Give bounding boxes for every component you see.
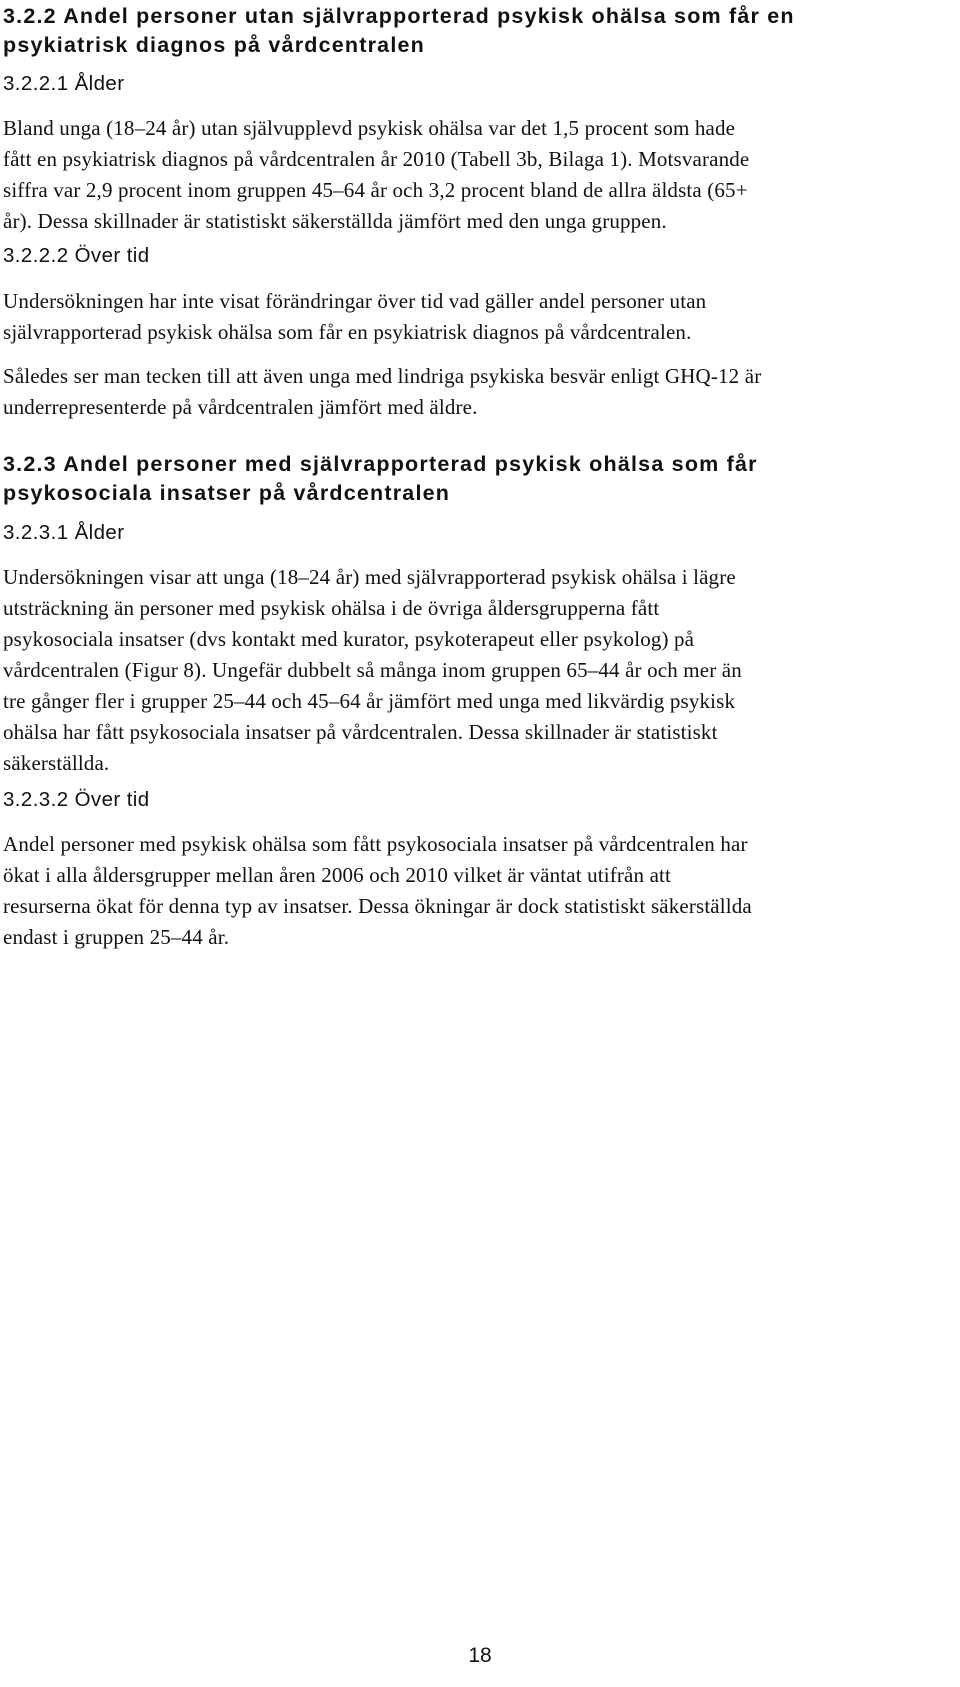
paragraph-line: underrepresenterde på vårdcentralen jämfört med äldre. xyxy=(3,395,478,419)
section-heading-3-2-2 xyxy=(3,2,943,60)
paragraph-line: vårdcentralen (Figur 8). Ungefär dubbelt så många inom gruppen 65–44 år och mer än xyxy=(3,658,742,682)
paragraph-line: siffra var 2,9 procent inom gruppen 45–64 år och 3,2 procent bland de allra äldsta (65+ xyxy=(3,178,748,202)
paragraph-age-psychosocial xyxy=(3,562,742,779)
paragraph-line: självrapporterad psykisk ohälsa som får en psykiatrisk diagnos på vårdcentralen. xyxy=(3,320,692,344)
heading-line: 3.2.2 Andel personer utan självrapporterad psykisk ohälsa som får en xyxy=(3,4,795,28)
paragraph-over-time-diagnosis xyxy=(3,286,706,348)
subsection-title-3-2-3-1: 3.2.3.1 Ålder xyxy=(3,521,125,544)
heading-line: psykiatrisk diagnos på vårdcentralen xyxy=(3,33,425,57)
paragraph-over-time-psychosocial xyxy=(3,829,752,953)
paragraph-line: tre gånger fler i grupper 25–44 och 45–64 år jämfört med unga med likvärdig psykisk xyxy=(3,689,736,713)
paragraph-age-diagnosis xyxy=(3,113,749,237)
paragraph-line: år). Dessa skillnader är statistiskt säkerställda jämfört med den unga gruppen. xyxy=(3,209,667,233)
section-heading-3-2-3 xyxy=(3,450,943,508)
subsection-title-3-2-2-2: 3.2.2.2 Över tid xyxy=(3,244,150,267)
subsection-title-3-2-2-1: 3.2.2.1 Ålder xyxy=(3,72,125,95)
heading-line: psykosociala insatser på vårdcentralen xyxy=(3,481,451,505)
heading-line: 3.2.3 Andel personer med självrapporterad psykisk ohälsa som får xyxy=(3,452,758,476)
page-number: 18 xyxy=(468,1644,492,1667)
paragraph-line: Undersökningen visar att unga (18–24 år) med självrapporterad psykisk ohälsa i lägre xyxy=(3,565,736,589)
paragraph-line: Andel personer med psykisk ohälsa som fått psykosociala insatser på vårdcentralen har xyxy=(3,832,748,856)
paragraph-ghq12 xyxy=(3,361,761,423)
paragraph-line: Undersökningen har inte visat förändringar över tid vad gäller andel personer utan xyxy=(3,289,707,313)
subsection-title-3-2-3-2: 3.2.3.2 Över tid xyxy=(3,788,150,811)
paragraph-line: endast i gruppen 25–44 år. xyxy=(3,925,230,949)
paragraph-line: psykosociala insatser (dvs kontakt med kurator, psykoterapeut eller psykolog) på xyxy=(3,627,695,651)
paragraph-line: säkerställda. xyxy=(3,751,110,775)
paragraph-line: utsträckning än personer med psykisk ohälsa i de övriga åldersgrupperna fått xyxy=(3,596,660,620)
paragraph-line: fått en psykiatrisk diagnos på vårdcentralen år 2010 (Tabell 3b, Bilaga 1). Motsvarande xyxy=(3,147,750,171)
paragraph-line: Således ser man tecken till att även unga med lindriga psykiska besvär enligt GHQ-12 är xyxy=(3,364,762,388)
paragraph-line: ökat i alla åldersgrupper mellan åren 2006 och 2010 vilket är väntat utifrån att xyxy=(3,863,672,887)
paragraph-line: resurserna ökat för denna typ av insatser. Dessa ökningar är dock statistiskt säkerställda xyxy=(3,894,752,918)
paragraph-line: Bland unga (18–24 år) utan självupplevd psykisk ohälsa var det 1,5 procent som hade xyxy=(3,116,736,140)
paragraph-line: ohälsa har fått psykosociala insatser på vårdcentralen. Dessa skillnader är statistiskt xyxy=(3,720,718,744)
